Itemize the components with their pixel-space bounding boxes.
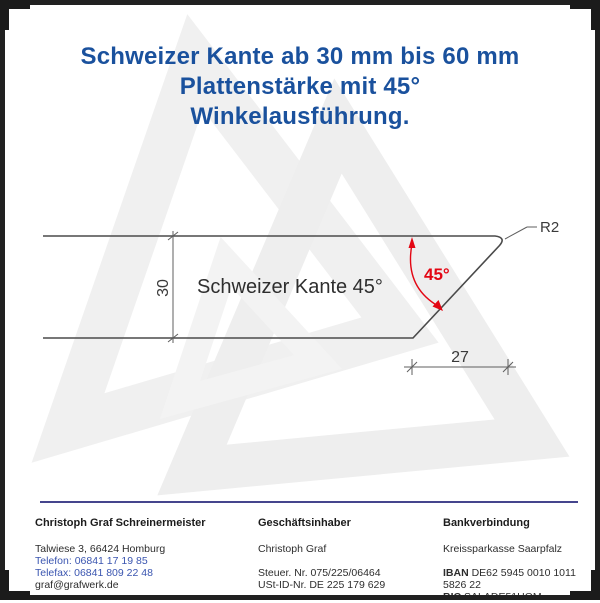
bank-iban-row <box>443 567 600 591</box>
thickness-dimension-label: 30 <box>155 279 172 297</box>
owner-heading: Geschäftsinhaber <box>258 517 351 529</box>
corner-mark-bottom-right-v <box>591 570 600 600</box>
corner-mark-bottom-left-v <box>0 570 9 600</box>
iban-label: IBAN <box>443 567 469 579</box>
title-line-3: Winkelausführung. <box>190 103 410 130</box>
width-dimension-label: 27 <box>451 349 469 366</box>
footer-company-column <box>35 517 206 591</box>
title-line-1: Schweizer Kante ab 30 mm bis 60 mm <box>80 43 520 70</box>
owner-name: Christoph Graf <box>258 543 327 555</box>
angle-label: 45° <box>424 265 450 284</box>
company-email[interactable]: graf@grafwerk.de <box>35 579 119 591</box>
owner-vat-id: USt-ID-Nr. DE 225 179 629 <box>258 579 386 591</box>
title-line-2: Plattenstärke mit 45° <box>179 73 421 100</box>
radius-leader <box>505 227 537 239</box>
owner-tax-number: Steuer. Nr. 075/225/06464 <box>258 567 381 579</box>
corner-mark-top-right-v <box>591 0 600 30</box>
bank-heading: Bankverbindung <box>443 517 530 529</box>
company-heading: Christoph Graf Schreinermeister <box>35 517 206 529</box>
bank-name: Kreissparkasse Saarpfalz <box>443 543 563 555</box>
profile-label: Schweizer Kante 45° <box>197 276 383 298</box>
bic-label: BIC <box>443 591 462 603</box>
company-address: Talwiese 3, 66424 Homburg <box>35 543 166 555</box>
corner-mark-top-left-v <box>0 0 9 30</box>
radius-label: R2 <box>540 219 560 236</box>
footer-owner-column <box>258 517 385 591</box>
footer-divider <box>40 501 578 503</box>
company-fax: Telefax: 06841 809 22 48 <box>35 567 153 579</box>
iban-value: DE62 5945 0010 1011 5826 22 <box>443 567 576 591</box>
bic-value: SALADE51HOM <box>461 591 542 603</box>
company-phone: Telefon: 06841 17 19 85 <box>35 555 148 567</box>
